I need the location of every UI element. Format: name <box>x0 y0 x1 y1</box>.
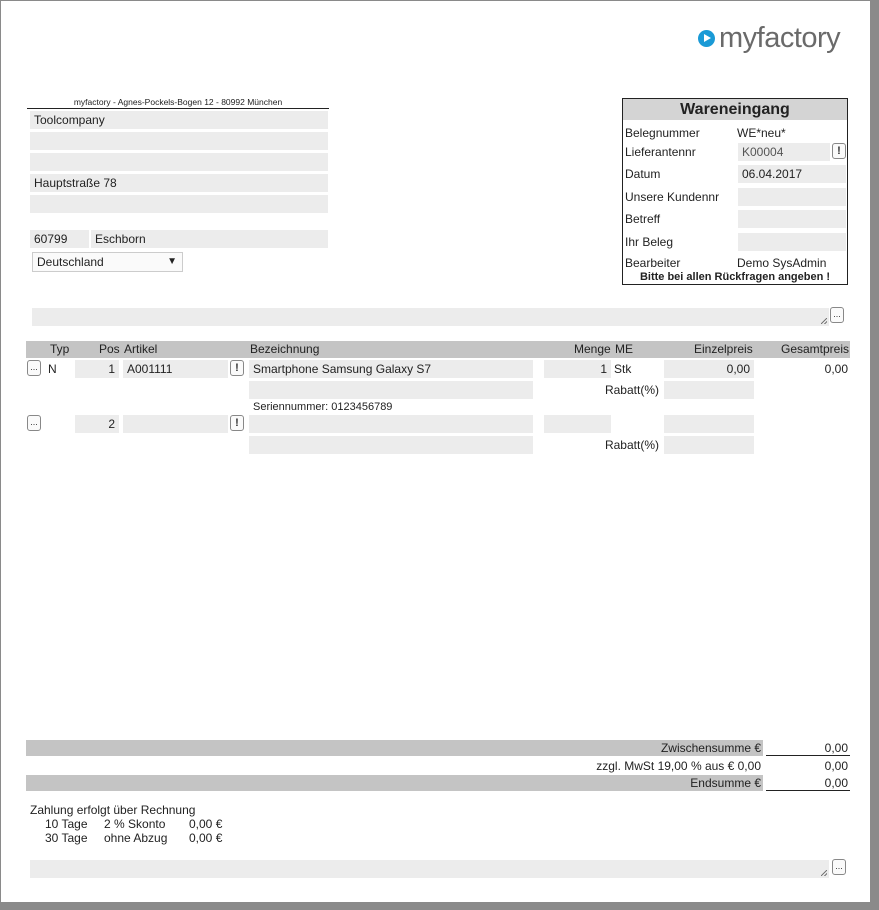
datum-field[interactable]: 06.04.2017 <box>738 165 846 183</box>
col-gesamtpreis: Gesamtpreis <box>781 342 850 356</box>
payment-title: Zahlung erfolgt über Rechnung <box>30 803 196 817</box>
payment-line2-days: 30 Tage <box>45 831 88 845</box>
payment-line2-terms: ohne Abzug <box>104 831 168 845</box>
mwst-value: 0,00 <box>824 759 848 773</box>
address-city-field[interactable]: Eschborn <box>91 230 328 248</box>
endsumme-label: Endsumme € <box>690 776 761 790</box>
lieferantennr-field[interactable]: K00004 <box>738 143 830 161</box>
row2-pos-field[interactable]: 2 <box>75 415 119 433</box>
datum-label: Datum <box>625 167 661 181</box>
col-bezeichnung: Bezeichnung <box>250 342 320 356</box>
payment-line2-amount: 0,00 € <box>189 831 223 845</box>
row2-rabatt-label: Rabatt(%) <box>604 438 659 452</box>
endsumme-value: 0,00 <box>766 776 850 791</box>
header-text-more-button[interactable]: ... <box>830 307 844 323</box>
row1-artikel-lookup-button[interactable]: ! <box>230 360 244 376</box>
row2-rabatt-field[interactable] <box>664 436 754 454</box>
payment-line1-terms: 2 % Skonto <box>104 817 166 831</box>
payment-line1-amount: 0,00 € <box>189 817 223 831</box>
row1-artikel-field[interactable]: A001111 <box>123 360 228 378</box>
row2-einzelpreis-field[interactable] <box>664 415 754 433</box>
col-einzelpreis: Einzelpreis <box>694 342 753 356</box>
address-line5-field[interactable] <box>30 195 328 213</box>
row1-menge-field[interactable]: 1 <box>544 360 611 378</box>
row1-gesamtpreis: 0,00 <box>824 362 848 376</box>
address-line2-field[interactable] <box>30 132 328 150</box>
address-street-field[interactable]: Hauptstraße 78 <box>30 174 328 192</box>
row1-pos-field[interactable]: 1 <box>75 360 119 378</box>
address-zip-field[interactable]: 60799 <box>30 230 89 248</box>
kundennr-label: Unsere Kundennr <box>625 190 720 204</box>
myfactory-logo <box>698 21 840 55</box>
country-select[interactable] <box>32 252 183 272</box>
belegnummer-value: WE*neu* <box>737 126 786 140</box>
play-circle-icon <box>698 30 715 47</box>
row1-rabatt-field[interactable] <box>664 381 754 399</box>
document-page <box>1 1 870 902</box>
reference-note: Bitte bei allen Rückfragen angeben ! <box>639 271 831 283</box>
row2-bezeichnung-field[interactable] <box>249 415 533 433</box>
zwischensumme-value: 0,00 <box>766 741 850 756</box>
dropdown-arrow-icon: ▼ <box>167 256 177 267</box>
address-line1-field[interactable]: Toolcompany <box>30 111 328 129</box>
row2-more-button[interactable]: ... <box>27 415 41 431</box>
sender-line: myfactory - Agnes-Pockels-Bogen 12 - 80992 München <box>27 97 329 109</box>
row2-artikel-lookup-button[interactable]: ! <box>230 415 244 431</box>
row1-typ: N <box>48 362 57 376</box>
col-me: ME <box>615 342 633 356</box>
logo-text: myfactory <box>719 21 841 54</box>
row2-menge-field[interactable] <box>544 415 611 433</box>
payment-line1-days: 10 Tage <box>45 817 88 831</box>
mwst-label: zzgl. MwSt 19,00 % aus € 0,00 <box>596 759 761 773</box>
row1-bezeichnung2-field[interactable] <box>249 381 533 399</box>
row2-bezeichnung2-field[interactable] <box>249 436 533 454</box>
row2-artikel-field[interactable] <box>123 415 228 433</box>
ihrbeleg-label: Ihr Beleg <box>625 235 674 249</box>
zwischensumme-label: Zwischensumme € <box>660 741 761 755</box>
bearbeiter-value: Demo SysAdmin <box>737 256 827 270</box>
address-line3-field[interactable] <box>30 153 328 171</box>
col-pos: Pos <box>99 342 120 356</box>
ihrbeleg-field[interactable] <box>738 233 846 251</box>
lieferantennr-label: Lieferantennr <box>625 145 696 159</box>
betreff-field[interactable] <box>738 210 846 228</box>
col-menge: Menge <box>574 342 611 356</box>
belegnummer-label: Belegnummer <box>625 126 700 140</box>
row1-me: Stk <box>614 362 632 376</box>
document-type-title: Wareneingang <box>623 99 847 120</box>
row1-more-button[interactable]: ... <box>27 360 41 376</box>
kundennr-field[interactable] <box>738 188 846 206</box>
positions-table-header <box>26 341 850 358</box>
row1-serial-number: Seriennummer: 0123456789 <box>253 401 393 413</box>
header-text-area[interactable] <box>32 308 829 326</box>
lieferant-lookup-button[interactable]: ! <box>832 143 846 159</box>
col-typ: Typ <box>50 342 70 356</box>
row1-rabatt-label: Rabatt(%) <box>604 383 659 397</box>
betreff-label: Betreff <box>625 212 661 226</box>
bearbeiter-label: Bearbeiter <box>625 256 681 270</box>
row1-einzelpreis-field[interactable]: 0,00 <box>664 360 754 378</box>
col-artikel: Artikel <box>124 342 158 356</box>
footer-text-area[interactable] <box>30 860 829 878</box>
country-select-value: Deutschland <box>37 255 104 269</box>
row1-bezeichnung-field[interactable]: Smartphone Samsung Galaxy S7 <box>249 360 533 378</box>
footer-text-more-button[interactable]: ... <box>832 859 846 875</box>
